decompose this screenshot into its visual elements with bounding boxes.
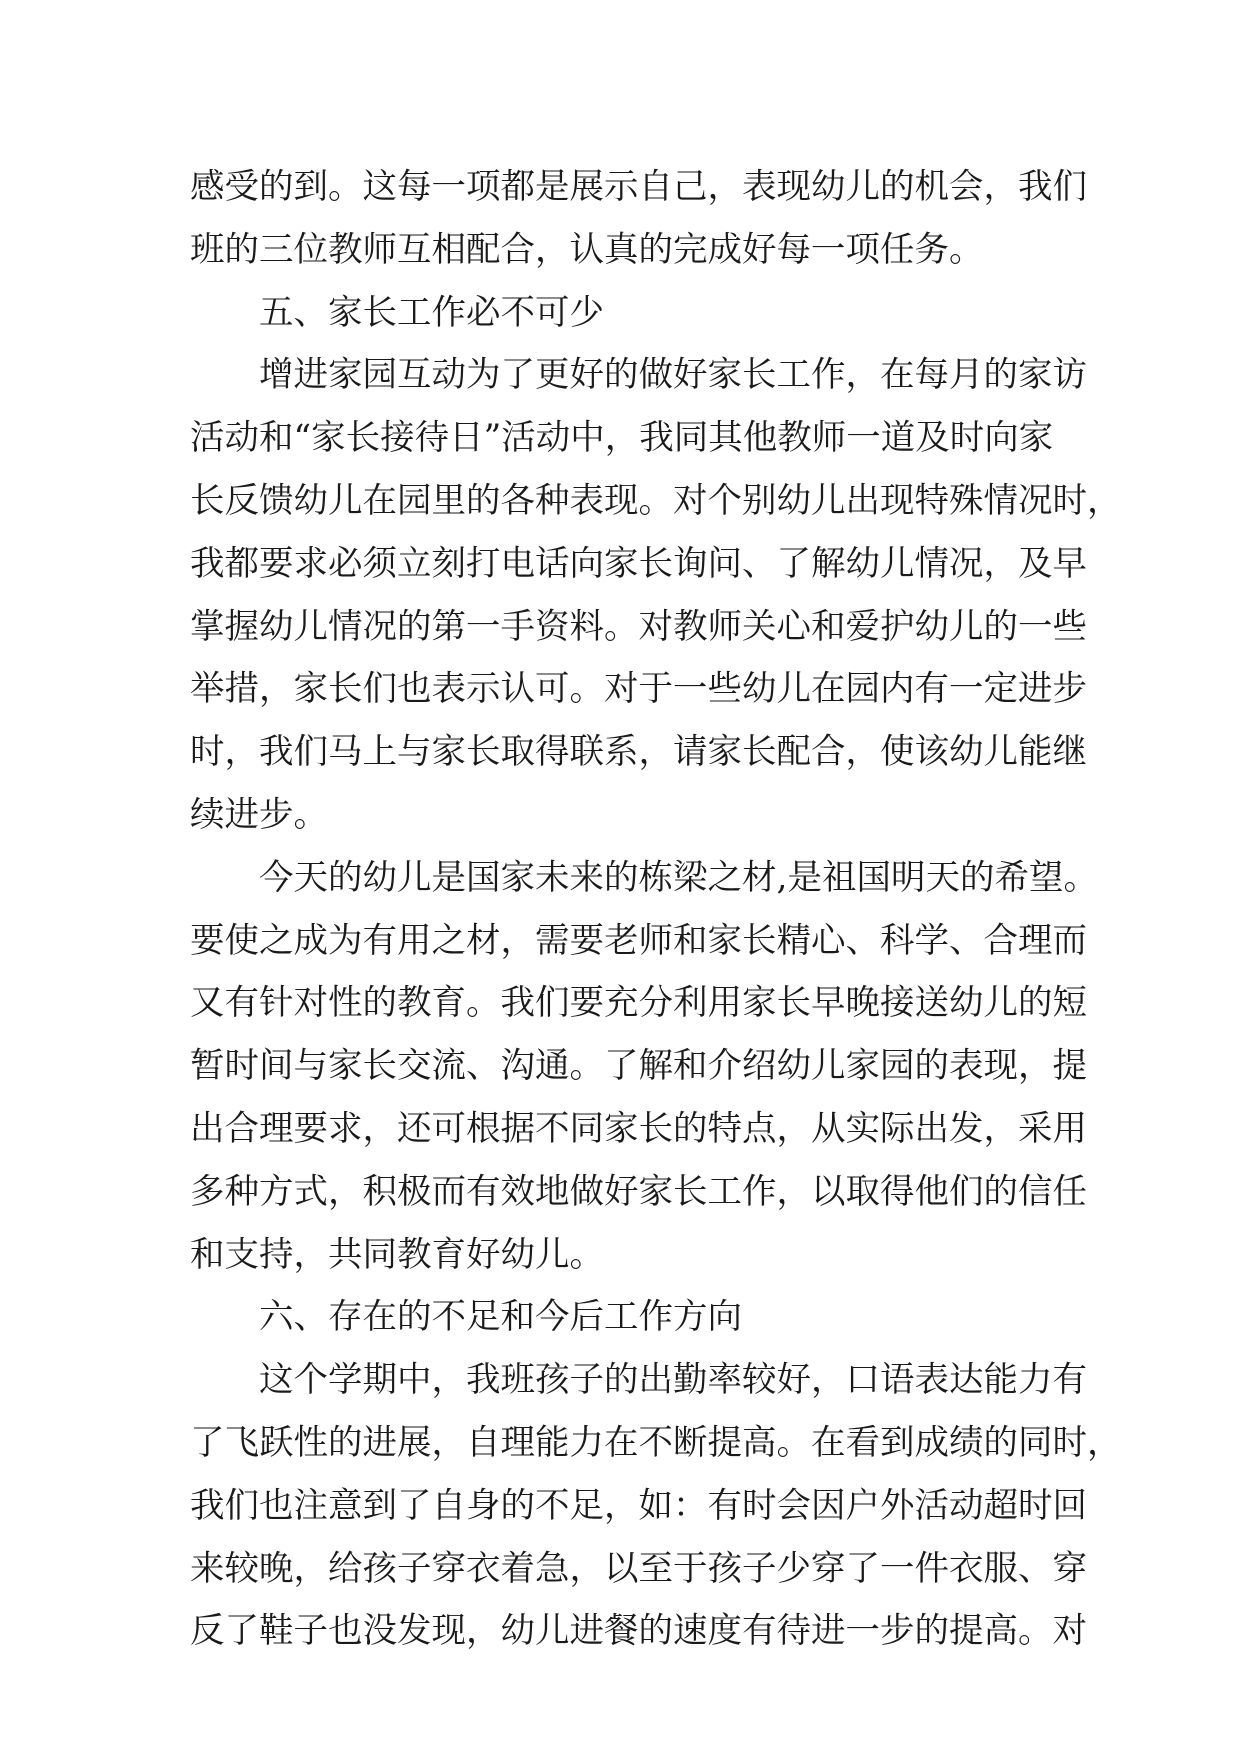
text-line: 班的三位教师互相配合，认真的完成好每一项任务。 [190, 229, 984, 270]
paragraph-first-line: 五、家长工作必不可少 [259, 292, 604, 333]
text-line: 活动和“家长接待日”活动中，我同其他教师一道及时向家 [190, 418, 1054, 459]
document-body [190, 156, 1122, 1663]
text-line: 掌握幼儿情况的第一手资料。对教师关心和爱护幼儿的一些 [190, 606, 1087, 647]
text-line: 我都要求必须立刻打电话向家长询问、了解幼儿情况，及早 [190, 543, 1087, 584]
text-line: 反了鞋子也没发现，幼儿进餐的速度有待进一步的提高。对 [190, 1611, 1087, 1652]
text-line: 长反馈幼儿在园里的各种表现。对个别幼儿出现特殊情况时， [190, 480, 1122, 521]
text-line: 续进步。 [190, 794, 328, 835]
text-line: 来较晚，给孩子穿衣着急，以至于孩子少穿了一件衣服、穿 [190, 1548, 1087, 1589]
paragraph-first-line: 这个学期中，我班孩子的出勤率较好，口语表达能力有 [259, 1360, 1087, 1401]
text-line: 时，我们马上与家长取得联系，请家长配合，使该幼儿能继 [190, 732, 1087, 773]
text-line: 举措，家长们也表示认可。对于一些幼儿在园内有一定进步 [190, 669, 1087, 710]
text-line: 我们也注意到了自身的不足，如：有时会因户外活动超时回 [190, 1485, 1087, 1526]
text-line: 暂时间与家长交流、沟通。了解和介绍幼儿家园的表现，提 [190, 1046, 1087, 1087]
paragraph-first-line: 今天的幼儿是国家未来的栋梁之材,是祖国明天的希望。 [259, 857, 1098, 898]
paragraph-first-line: 增进家园互动为了更好的做好家长工作，在每月的家访 [259, 355, 1087, 396]
text-line: 要使之成为有用之材，需要老师和家长精心、科学、合理而 [190, 920, 1087, 961]
text-line: 出合理要求，还可根据不同家长的特点，从实际出发，采用 [190, 1108, 1087, 1149]
paragraph-first-line: 六、存在的不足和今后工作方向 [259, 1297, 742, 1338]
text-line: 又有针对性的教育。我们要充分利用家长早晚接送幼儿的短 [190, 983, 1087, 1024]
text-line: 感受的到。这每一项都是展示自己，表现幼儿的机会，我们 [190, 167, 1087, 207]
text-line: 了飞跃性的进展，自理能力在不断提高。在看到成绩的同时， [190, 1422, 1122, 1463]
text-line: 和支持，共同教育好幼儿。 [190, 1234, 604, 1275]
text-line: 多种方式，积极而有效地做好家长工作，以取得他们的信任 [190, 1171, 1087, 1212]
